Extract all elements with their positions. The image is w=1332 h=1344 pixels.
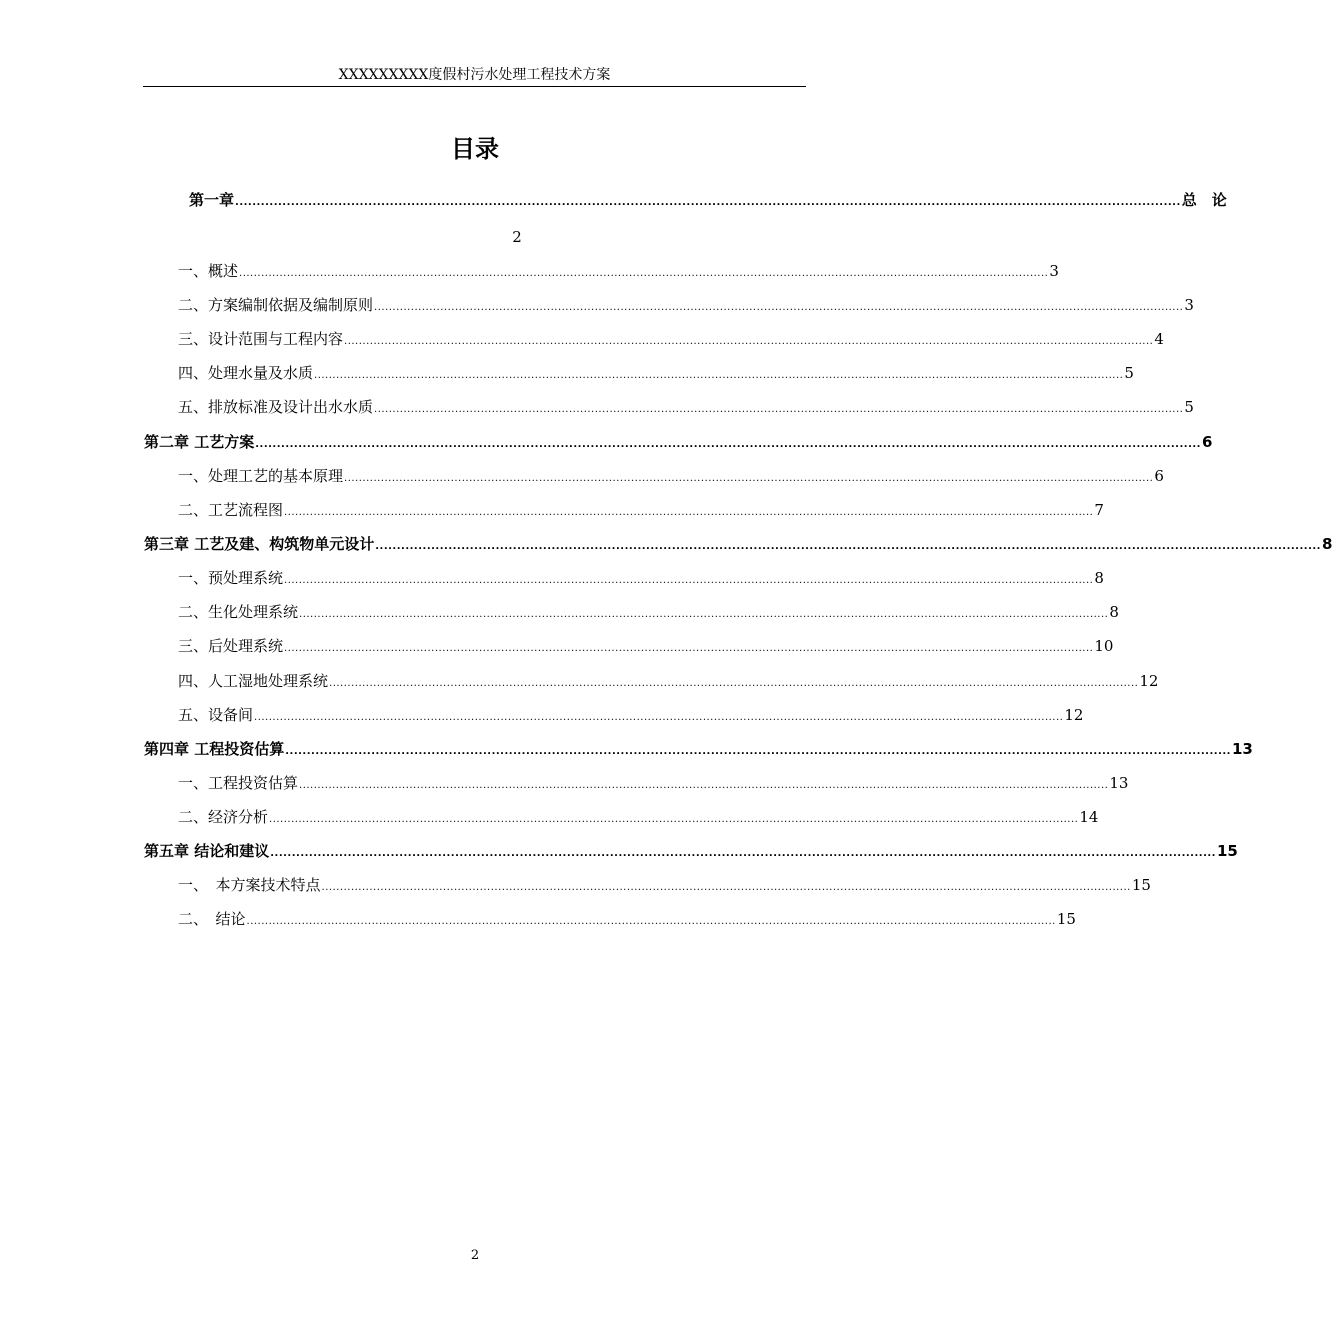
toc-entry-page: 5 [1124, 364, 1134, 382]
toc-entry-page: 6 [1201, 433, 1213, 451]
toc-entry[interactable] [178, 772, 1129, 794]
toc-entry-page: 13 [1231, 740, 1253, 758]
toc-entry-page: 3 [1049, 262, 1059, 280]
toc-entry-page-text: 总 论 [1181, 191, 1227, 209]
toc-leader-dots: ............................................................................................................................................................................................................................ [284, 643, 1094, 654]
toc-entry[interactable] [178, 670, 1159, 692]
toc-entry[interactable] [178, 806, 1099, 828]
toc-leader-dots: ............................................................................................................................................................................................................................ [329, 678, 1139, 689]
toc-entry-label: 一、工程投资估算 [178, 774, 299, 792]
toc-leader-dots: ............................................................................................................................................................................................................................ [239, 268, 1049, 279]
toc-entry-label: 二、工艺流程图 [178, 501, 284, 519]
toc-entry-page: 13 [1109, 774, 1129, 792]
toc-entry[interactable] [178, 294, 1194, 316]
toc-leader-dots: ............................................................................................................................................................................................................................ [344, 336, 1154, 347]
page-header [143, 66, 806, 87]
toc-entry-page: 8 [1094, 569, 1104, 587]
toc-entry-label: 第四章 工程投资估算 [144, 740, 285, 758]
toc-entry[interactable] [178, 601, 1119, 623]
toc-entry-page: 12 [1139, 672, 1159, 690]
toc-entry-label: 三、后处理系统 [178, 637, 284, 655]
toc-entry-label: 四、人工湿地处理系统 [178, 672, 329, 690]
toc-entry-page: 15 [1216, 842, 1238, 860]
toc-entry-label: 四、处理水量及水质 [178, 364, 314, 382]
toc-entry-chapter[interactable] [144, 431, 1213, 453]
toc-entry-label: 二、生化处理系统 [178, 603, 299, 621]
toc-leader-dots: ............................................................................................................................................................................................................................ [344, 473, 1154, 484]
toc-entry[interactable] [178, 704, 1084, 726]
toc-entry-label: 一、概述 [178, 262, 239, 280]
toc-entry[interactable] [178, 260, 1059, 282]
toc-leader-dots: ............................................................................................................................................................................................................................ [246, 916, 1056, 927]
toc-leader-dots: ............................................................................................................................................................................................................................ [299, 780, 1109, 791]
toc-entry[interactable] [178, 874, 1151, 896]
toc-entry-label: 一、预处理系统 [178, 569, 284, 587]
toc-entry-label: 第五章 结论和建议 [144, 842, 270, 860]
toc-entry-page: 15 [1056, 910, 1076, 928]
toc-entry-label: 一、处理工艺的基本原理 [178, 467, 344, 485]
toc-entry-page: 10 [1094, 637, 1114, 655]
toc-leader-dots: ............................................................................................................................................................................................................................ [269, 814, 1079, 825]
toc-title: 目录 [451, 135, 499, 163]
toc-entry-chapter[interactable] [144, 533, 1332, 555]
toc-entry[interactable] [178, 465, 1164, 487]
header-text: XXXXXXXXX度假村污水处理工程技术方案 [338, 67, 611, 83]
toc-leader-dots: ............................................................................................................................................................................................................................ [375, 541, 1321, 552]
toc-entry-label: 一、 本方案技术特点 [178, 876, 321, 894]
toc-entry-page: 3 [1184, 296, 1194, 314]
toc-entry-page: 14 [1079, 808, 1099, 826]
toc-entry-page: 8 [1109, 603, 1119, 621]
toc-entry-label: 第三章 工艺及建、构筑物单元设计 [144, 535, 375, 553]
toc-leader-dots: ............................................................................................................................................................................................................................ [374, 404, 1184, 415]
toc-entry-wrapped-page: 2 [512, 228, 522, 246]
toc-entry-chapter[interactable] [144, 738, 1253, 760]
toc-leader-dots: ............................................................................................................................................................................................................................ [284, 507, 1094, 518]
toc-entry[interactable] [178, 499, 1104, 521]
toc-entry[interactable] [178, 396, 1194, 418]
toc-leader-dots: ............................................................................................................................................................................................................................ [284, 575, 1094, 586]
toc-entry-label: 五、排放标准及设计出水水质 [178, 398, 374, 416]
toc-entry-page: 8 [1321, 535, 1332, 553]
toc-entry-chapter[interactable] [144, 840, 1238, 862]
toc-leader-dots: ............................................................................................................................................................................................................................ [255, 439, 1201, 450]
toc-entry[interactable] [178, 908, 1076, 930]
toc-leader-dots: ............................................................................................................................................................................................................................ [270, 848, 1216, 859]
toc-entry[interactable] [178, 328, 1164, 350]
toc-entry-page: 15 [1131, 876, 1151, 894]
toc-entry[interactable] [178, 635, 1114, 657]
toc-entry-page: 5 [1184, 398, 1194, 416]
toc-entry-chapter-1[interactable] [189, 189, 1227, 211]
toc-leader-dots: ............................................................................................................................................................................................................................ [321, 882, 1131, 893]
toc-entry-label: 二、方案编制依据及编制原则 [178, 296, 374, 314]
toc-leader-dots: ............................................................................................................................................................................................................................ [254, 712, 1064, 723]
toc-leader-dots: ............................................................................................................................................................................................................................ [235, 197, 1181, 208]
toc-entry-label: 二、经济分析 [178, 808, 269, 826]
toc-entry[interactable] [178, 567, 1104, 589]
toc-entry-label: 三、设计范围与工程内容 [178, 330, 344, 348]
toc-entry-label: 二、 结论 [178, 910, 246, 928]
toc-entry-page: 6 [1154, 467, 1164, 485]
toc-entry-label: 第二章 工艺方案 [144, 433, 255, 451]
toc-entry-label: 第一章 [189, 191, 235, 209]
toc-entry-page: 12 [1064, 706, 1084, 724]
toc-leader-dots: ............................................................................................................................................................................................................................ [374, 302, 1184, 313]
toc-leader-dots: ............................................................................................................................................................................................................................ [299, 609, 1109, 620]
toc-entry-page: 7 [1094, 501, 1104, 519]
toc-entry-label: 五、设备间 [178, 706, 254, 724]
toc-leader-dots: ............................................................................................................................................................................................................................ [314, 370, 1124, 381]
toc-entry-page: 4 [1154, 330, 1164, 348]
toc-entry[interactable] [178, 362, 1134, 384]
toc-leader-dots: ............................................................................................................................................................................................................................ [285, 746, 1231, 757]
footer-page-number: 2 [470, 1248, 480, 1263]
